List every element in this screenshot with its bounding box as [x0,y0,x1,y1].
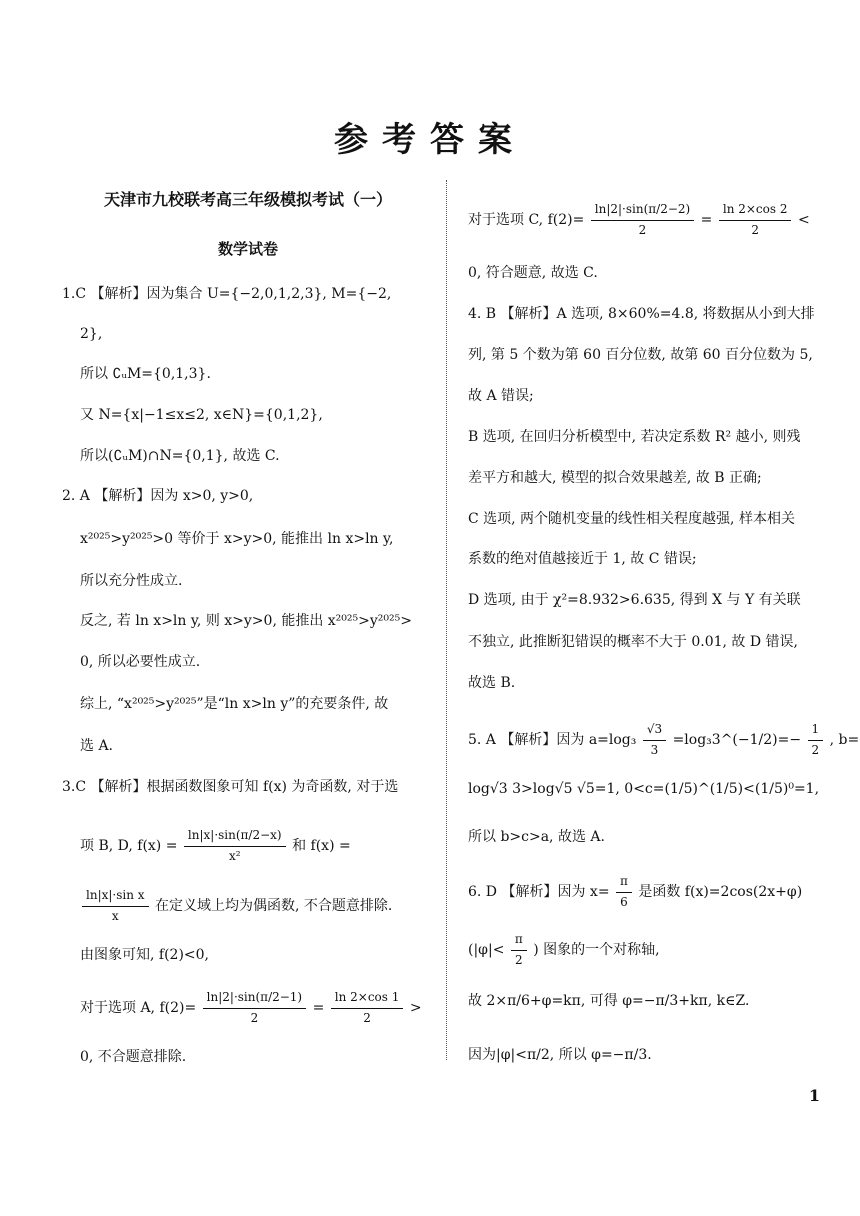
answer-line: 1.C 【解析】因为集合 U={−2,0,1,2,3}, M={−2, [62,286,392,302]
formula-line [468,722,860,758]
formula-text: =log₃3^(−1/2)=− [672,732,802,749]
denominator: 2 [515,952,523,967]
denominator: 6 [620,894,628,909]
formula-line [468,932,808,968]
exam-title: 天津市九校联考高三年级模拟考试（一） [103,190,392,209]
numerator: ln 2×cos 2 [719,202,792,221]
formula-text: 和 f(x) = [292,838,351,855]
denominator: 2 [250,1010,259,1025]
answer-line: 差平方和越大, 模型的拟合效果越差, 故 B 正确; [468,470,762,486]
answer-line: 选 A. [80,738,114,754]
denominator: 3 [650,742,659,757]
fraction [203,990,306,1026]
formula-text: (|φ|< [468,942,505,959]
answer-line: 3.C 【解析】根据函数图象可知 f(x) 为奇函数, 对于选 [62,779,399,795]
numerator: ln|2|·sin(π/2−1) [203,990,306,1009]
formula-text: , b= [829,732,860,749]
formula-line [468,874,808,910]
formula-text: = [312,1000,329,1017]
numerator: π [616,874,632,893]
answer-line: 所以(∁ᵤM)∩N={0,1}, 故选 C. [80,448,280,464]
answer-line: 2. A 【解析】因为 x>0, y>0, [62,488,254,504]
numerator: ln|x|·sin x [82,888,149,907]
fraction [719,202,792,238]
formula-text: 对于选项 C, f(2)= [468,212,585,229]
answer-line: 所以充分性成立. [80,573,183,589]
numerator: 1 [808,722,824,741]
formula-text: 项 B, D, f(x) = [80,838,178,855]
answer-line: D 选项, 由于 χ²=8.932>6.635, 得到 X 与 Y 有关联 [468,592,801,608]
formula-text: = [700,212,717,229]
answer-line: log√3 3>log√5 √5=1, 0<c=(1/5)^(1/5)<(1/5)⁰=1, [468,781,820,797]
answer-line: 由图象可知, f(2)<0, [80,947,210,963]
fraction [184,828,286,864]
formula-text: 是函数 f(x)=2cos(2x+φ) [638,884,803,901]
numerator: π [511,932,527,951]
formula-text: < [797,212,810,229]
answer-line: C 选项, 两个随机变量的线性相关程度越强, 样本相关 [468,511,795,527]
answer-line: 0, 符合题意, 故选 C. [468,265,598,281]
numerator: √3 [643,722,666,741]
denominator: 2 [811,742,820,757]
fraction [82,888,149,924]
answer-line: 故 A 错误; [468,388,534,404]
answer-line: 0, 不合题意排除. [80,1049,187,1065]
formula-text: 6. D 【解析】因为 x= [468,884,610,901]
answer-line: 0, 所以必要性成立. [80,654,201,670]
answer-line: x²⁰²⁵>y²⁰²⁵>0 等价于 x>y>0, 能推出 ln x>ln y, [80,531,394,547]
formula-text: 对于选项 A, f(2)= [80,1000,197,1017]
subject-title: 数学试卷 [217,240,278,258]
fraction [591,202,694,238]
answer-line: 综上, “x²⁰²⁵>y²⁰²⁵”是“ln x>ln y”的充要条件, 故 [80,696,389,712]
page-title: 参考答案 [334,120,526,160]
answer-line: 又 N={x|−1≤x≤2, x∈N}={0,1,2}, [80,407,323,423]
numerator: ln 2×cos 1 [331,990,404,1009]
answer-line: 故 2×π/6+φ=kπ, 可得 φ=−π/3+kπ, k∈Z. [468,993,750,1009]
page-number: 1 [808,1086,820,1105]
fraction [331,990,404,1026]
answer-line: B 选项, 在回归分析模型中, 若决定系数 R² 越小, 则残 [468,429,801,445]
denominator: x [111,908,119,923]
numerator: ln|x|·sin(π/2−x) [184,828,286,847]
answer-line: 反之, 若 ln x>ln y, 则 x>y>0, 能推出 x²⁰²⁵>y²⁰²⁵> [80,613,412,629]
formula-line [62,990,452,1026]
answer-line: 所以 b>c>a, 故选 A. [468,829,605,845]
denominator: 2 [363,1010,371,1025]
fraction [511,932,527,968]
answer-line: 系数的绝对值越接近于 1, 故 C 错误; [468,551,697,567]
denominator: 2 [638,222,647,237]
formula-text: 5. A 【解析】因为 a=log₃ [468,732,637,749]
formula-line [468,202,808,238]
answer-line: 2}, [80,326,103,342]
answer-line: 因为|φ|<π/2, 所以 φ=−π/3. [468,1047,652,1063]
answer-line: 故选 B. [468,675,516,691]
fraction [643,722,666,758]
formula-text: > [409,1000,422,1017]
fraction [616,874,632,910]
formula-line [62,888,452,924]
answer-line: 列, 第 5 个数为第 60 百分位数, 故第 60 百分位数为 5, [468,347,813,363]
formula-text: 在定义域上均为偶函数, 不合题意排除. [155,898,393,915]
denominator: x² [228,848,241,863]
numerator: ln|2|·sin(π/2−2) [591,202,694,221]
denominator: 2 [751,222,759,237]
fraction [808,722,824,758]
formula-line [62,828,452,864]
answer-line: 不独立, 此推断犯错误的概率不大于 0.01, 故 D 错误, [468,634,798,650]
answer-line: 所以 ∁ᵤM={0,1,3}. [80,366,211,382]
formula-text: ) 图象的一个对称轴, [533,942,660,959]
answer-line: 4. B 【解析】A 选项, 8×60%=4.8, 将数据从小到大排 [468,306,815,322]
